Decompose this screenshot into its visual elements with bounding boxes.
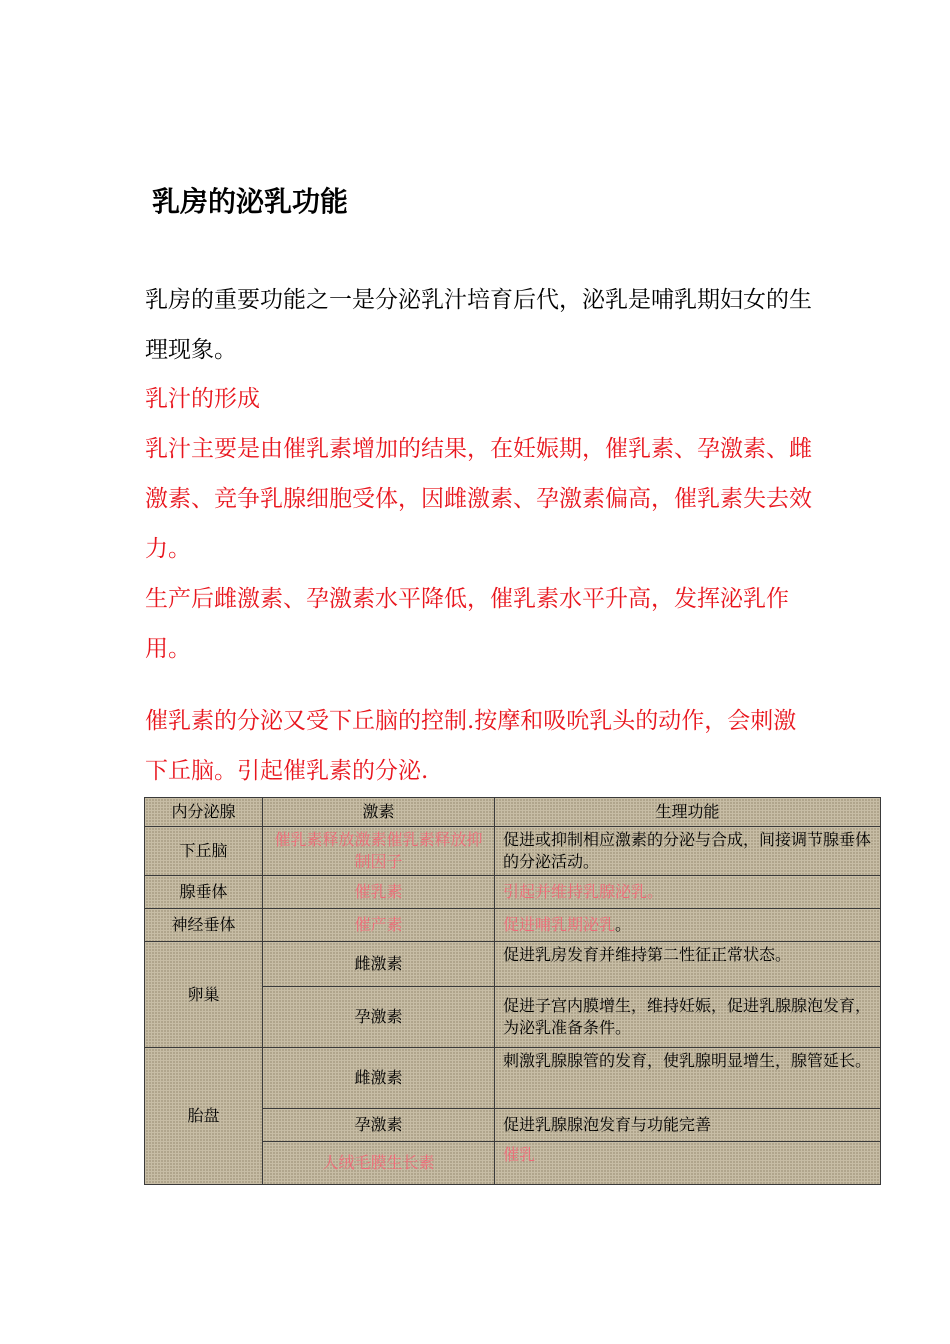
hormone-oxytocin: 催产素 (263, 909, 495, 942)
gland-ovary: 卵巢 (145, 942, 263, 1048)
page-title: 乳房的泌乳功能 (152, 185, 349, 218)
table-row (145, 876, 881, 909)
table-row (145, 827, 881, 876)
intro-paragraph: 乳房的重要功能之一是分泌乳汁培育后代，泌乳是哺乳期妇女的生理现象。 (145, 287, 812, 363)
table-row (145, 942, 881, 987)
control-paragraph: 催乳素的分泌又受下丘脑的控制.按摩和吸吮乳头的动作，会刺激下丘脑。引起催乳素的分泌. (145, 708, 797, 784)
header-gland: 内分泌腺 (145, 798, 263, 827)
postpartum-paragraph: 生产后雌激素、孕激素水平降低，催乳素水平升高，发挥泌乳作用。 (145, 586, 789, 662)
function-neurohypophysis (495, 909, 881, 942)
section-heading: 乳汁的形成 (145, 386, 260, 412)
function-adenohypophysis: 引起并维持乳腺泌乳。 (495, 876, 881, 909)
function-hypothalamus: 促进或抑制相应激素的分泌与合成，间接调节腺垂体的分泌活动。 (495, 827, 881, 876)
header-hormone: 激素 (263, 798, 495, 827)
header-function: 生理功能 (495, 798, 881, 827)
hormone-placenta-estrogen: 雌激素 (263, 1048, 495, 1109)
gland-adenohypophysis: 腺垂体 (145, 876, 263, 909)
formation-paragraph: 乳汁主要是由催乳素增加的结果，在妊娠期，催乳素、孕激素、雌激素、竞争乳腺细胞受体，因雌激素、孕激素偏高，催乳素失去效力。 (145, 436, 812, 562)
function-hpl: 催乳 (495, 1142, 881, 1185)
function-neurohypophysis-text: 促进哺乳期泌乳 (503, 915, 616, 934)
table-row (145, 1048, 881, 1109)
gland-placenta: 胎盘 (145, 1048, 263, 1185)
table-header-row (145, 798, 881, 827)
hormone-ovary-estrogen: 雌激素 (263, 942, 495, 987)
gland-neurohypophysis: 神经垂体 (145, 909, 263, 942)
hormone-placenta-progesterone: 孕激素 (263, 1109, 495, 1142)
function-neurohypophysis-period: 。 (615, 915, 632, 934)
hormone-releasing-factors: 催乳素释放激素催乳素释放抑制因子 (263, 827, 495, 876)
hormone-hpl: 人绒毛膜生长素 (263, 1142, 495, 1185)
function-placenta-progesterone: 促进乳腺腺泡发育与功能完善 (495, 1109, 881, 1142)
gland-hypothalamus: 下丘脑 (145, 827, 263, 876)
hormone-prolactin: 催乳素 (263, 876, 495, 909)
function-ovary-estrogen: 促进乳房发育并维持第二性征正常状态。 (495, 942, 881, 987)
table-row (145, 909, 881, 942)
hormone-ovary-progesterone: 孕激素 (263, 987, 495, 1048)
function-placenta-estrogen: 刺激乳腺腺管的发育，使乳腺明显增生，腺管延长。 (495, 1048, 881, 1109)
endocrine-table (144, 797, 881, 1185)
function-ovary-progesterone: 促进子宫内膜增生，维持妊娠，促进乳腺腺泡发育，为泌乳准备条件。 (495, 987, 881, 1048)
